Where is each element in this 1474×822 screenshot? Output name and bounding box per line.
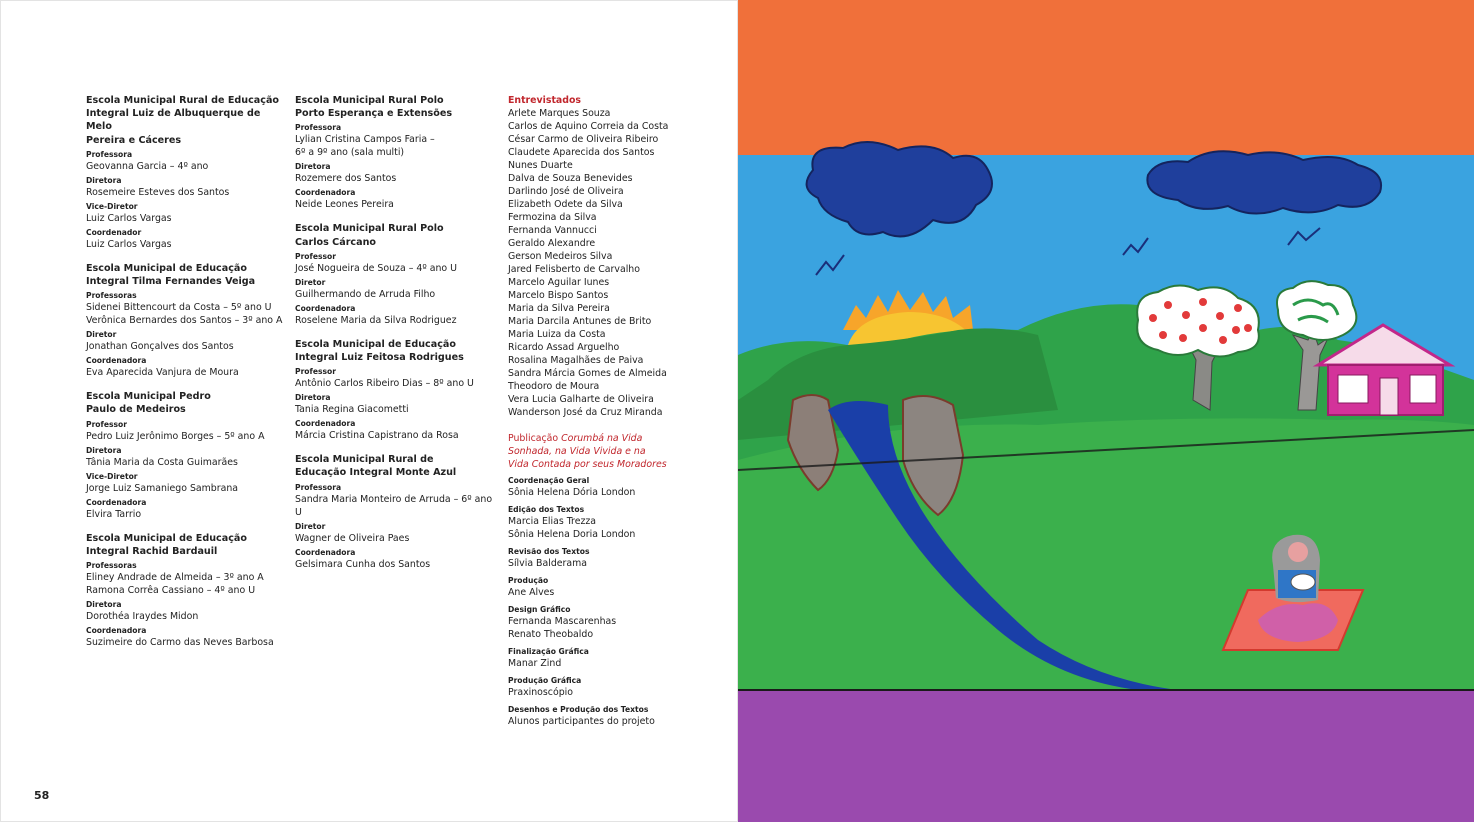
credit-finalizacao-grafica [508,647,718,670]
interviewed-heading: Entrevistados [508,95,581,106]
page-number: 58 [34,789,50,802]
person-name: Praxinoscópio [508,687,573,698]
interviewee-name: Elizabeth Odete da Silva [508,199,623,210]
meadow [738,418,1474,690]
school-name [295,453,501,479]
role-label: Diretor [295,521,326,531]
interviewee-name: Maria Luiza da Costa [508,329,606,340]
school-name-line: Porto Esperança e Extensões [295,108,453,120]
interviewee-name: Theodoro de Moura [508,381,600,392]
school-name-line: Escola Municipal Rural de Educação [86,95,280,106]
school-name [86,94,286,147]
person-name: Wagner de Oliveira Paes [295,532,410,544]
role-label: Revisão dos Textos [508,547,590,556]
role-label: Professor [86,419,127,429]
school-name-line: Paulo de Medeiros [86,404,186,416]
credits-column-1 [86,94,286,660]
school-name-line: Escola Municipal Rural Polo [295,223,444,235]
interviewed-list [508,107,718,419]
interviewee-name: Ricardo Assad Arguelho [508,342,620,353]
childs-drawing-illustration [738,0,1474,822]
school-name-line: Integral Luiz Feitosa Rodrigues [295,352,464,364]
school-name-line: Integral Tilma Fernandes Veiga [86,276,256,288]
interviewee-name: Marcelo Bispo Santos [508,290,609,301]
person-name: Geovanna Garcia – 4º ano [86,160,209,172]
role-label: Coordenadora [295,303,356,313]
publication-title-line-3: Vida Contada por seus Moradores [508,459,667,470]
school-name-line: Educação Integral Monte Azul [295,467,457,479]
publication-title-line-2: Sonhada, na Vida Vivida e na [508,446,646,457]
school-name [295,222,501,248]
role-label: Professoras [86,561,137,571]
school-name [295,338,501,364]
role-label: Coordenadora [295,419,356,429]
role-label: Diretora [86,445,122,455]
person-name: Luiz Carlos Vargas [86,212,172,224]
interviewee-name: Sandra Márcia Gomes de Almeida [508,368,667,379]
role-label: Coordenadora [86,356,147,366]
person-name: Lylian Cristina Campos Faria – [295,134,435,146]
person-name: Sidenei Bittencourt da Costa – 5º ano U [86,302,272,314]
school-name-line: Escola Municipal de Educação [86,532,247,544]
interviewee-name: Geraldo Alexandre [508,238,596,249]
credits-column-2 [295,94,501,582]
publication-prefix: Publicação [508,433,562,444]
role-label: Professora [86,149,133,159]
role-label: Coordenadora [86,497,147,507]
interviewee-name: Carlos de Aquino Correia da Costa [508,121,669,132]
person-name: Ane Alves [508,587,555,598]
credit-edicao-dos-textos [508,505,718,541]
person-name: Dorothéa Iraydes Midon [86,611,199,623]
publication-heading [508,432,718,471]
school-name-line: Escola Municipal de Educação [86,262,247,274]
person-name: Verônica Bernardes dos Santos – 3º ano A [86,315,283,327]
school-block [86,94,286,251]
credit-desenhos-e-producao-dos-textos [508,705,718,728]
role-label: Desenhos e Produção dos Textos [508,705,649,714]
person-name: Gelsimara Cunha dos Santos [295,558,431,570]
interviewee-name: Claudete Aparecida dos Santos [508,147,655,158]
person-name: Renato Theobaldo [508,629,594,640]
interviewee-name: Marcelo Aguilar Iunes [508,277,610,288]
person-name: Elvira Tarrio [86,508,142,520]
school-block [295,94,501,211]
credit-producao-grafica [508,676,718,699]
person-name: Jorge Luiz Samaniego Sambrana [86,482,239,494]
interviewee-name: Maria da Silva Pereira [508,303,610,314]
school-block [295,453,501,570]
credit-coordenacao-geral [508,476,718,499]
role-label: Produção Gráfica [508,676,582,685]
role-label: Professora [295,482,342,492]
school-name-line: Integral Rachid Bardauil [86,545,218,557]
interviewee-name: Jared Felisberto de Carvalho [508,264,640,275]
school-block [295,222,501,326]
role-label: Diretora [295,162,331,172]
role-label: Professoras [86,291,137,301]
school-block [295,338,501,442]
sky-orange [738,0,1474,160]
role-label: Vice-Diretor [86,471,138,481]
interviewee-name: Nunes Duarte [508,160,573,171]
school-block [86,262,286,379]
interviewee-name: Gerson Medeiros Silva [508,251,613,262]
role-label: Coordenador [86,227,142,237]
person-name: Pedro Luiz Jerônimo Borges – 5º ano A [86,430,265,442]
role-label: Professor [295,367,336,377]
role-label: Diretora [86,600,122,610]
person-name: Ramona Corrêa Cassiano – 4º ano U [86,585,256,597]
school-name-line: Pereira e Cáceres [86,134,182,146]
interviewee-name: Fermozina da Silva [508,212,597,223]
interviewee-name: César Carmo de Oliveira Ribeiro [508,134,659,145]
school-name [86,262,286,288]
interviewee-name: Vera Lucia Galharte de Oliveira [508,394,654,405]
person-name: Sandra Maria Monteiro de Arruda – 6º ano U [295,493,493,518]
school-name-line: Escola Municipal Rural Polo [295,95,444,106]
role-label: Coordenadora [86,626,147,636]
person-name: Eva Aparecida Vanjura de Moura [86,367,239,379]
school-name [86,390,286,416]
person-name: Luiz Carlos Vargas [86,238,172,250]
person-name: Neide Leones Pereira [295,199,394,211]
school-name [86,532,286,558]
role-label: Diretora [295,393,331,403]
person-name: Marcia Elias Trezza [508,516,597,527]
person-name: Manar Zind [508,658,562,669]
credits-column-3 [508,94,718,734]
person-name: Eliney Andrade de Almeida – 3º ano A [86,572,264,584]
role-label: Professora [295,123,342,133]
person-name: Sônia Helena Doria London [508,529,636,540]
person-name: Márcia Cristina Capistrano da Rosa [295,430,459,442]
school-name [295,94,501,120]
role-label: Coordenação Geral [508,476,590,485]
role-label: Coordenadora [295,188,356,198]
person-name: Rozemere dos Santos [295,173,397,185]
drawing-svg [738,0,1474,822]
interviewee-name: Maria Darcila Antunes de Brito [508,316,652,327]
interviewee-name: Dalva de Souza Benevides [508,173,633,184]
person-name: 6º a 9º ano (sala multi) [295,147,405,159]
role-label: Edição dos Textos [508,505,585,514]
publication-title-line-1: Corumbá na Vida [561,433,643,444]
person-name: Tânia Maria da Costa Guimarães [86,456,238,468]
person-name: José Nogueira de Souza – 4º ano U [295,262,457,274]
role-label: Professor [295,251,336,261]
credit-revisao-dos-textos [508,547,718,570]
interviewee-name: Rosalina Magalhães de Paiva [508,355,644,366]
interviewee-name: Fernanda Vannucci [508,225,597,236]
person-name: Fernanda Mascarenhas [508,616,617,627]
person-name: Guilhermando de Arruda Filho [295,288,436,300]
person-name: Rosemeire Esteves dos Santos [86,186,230,198]
school-name-line: Escola Municipal Rural de [295,454,434,466]
production-credits [508,476,718,728]
ground-purple [738,690,1474,822]
role-label: Design Gráfico [508,605,571,614]
role-label: Finalização Gráfica [508,647,589,656]
person-name: Jonathan Gonçalves dos Santos [86,341,234,353]
person-name: Sônia Helena Dória London [508,487,636,498]
person-name: Suzimeire do Carmo das Neves Barbosa [86,637,274,649]
role-label: Diretora [86,175,122,185]
credit-design-grafico [508,605,718,641]
person-name: Tania Regina Giacometti [295,404,409,416]
person-name: Antônio Carlos Ribeiro Dias – 8º ano U [295,378,474,390]
role-label: Produção [508,576,549,585]
interviewee-name: Darlindo José de Oliveira [508,186,624,197]
person-name: Sílvia Balderama [508,558,588,569]
school-name-line: Escola Municipal de Educação [295,338,456,350]
interviewee-name: Wanderson José da Cruz Miranda [508,407,663,418]
person-name: Alunos participantes do projeto [508,716,655,727]
school-block [86,532,286,649]
role-label: Diretor [86,330,117,340]
school-name-line: Integral Luiz de Albuquerque de Melo [86,108,261,133]
role-label: Vice-Diretor [86,201,138,211]
interviewee-name: Arlete Marques Souza [508,108,611,119]
school-name-line: Carlos Cárcano [295,236,377,248]
role-label: Coordenadora [295,547,356,557]
credit-producao [508,576,718,599]
person-name: Roselene Maria da Silva Rodriguez [295,314,457,326]
school-block [86,390,286,520]
school-name-line: Escola Municipal Pedro [86,391,211,403]
role-label: Diretor [295,277,326,287]
